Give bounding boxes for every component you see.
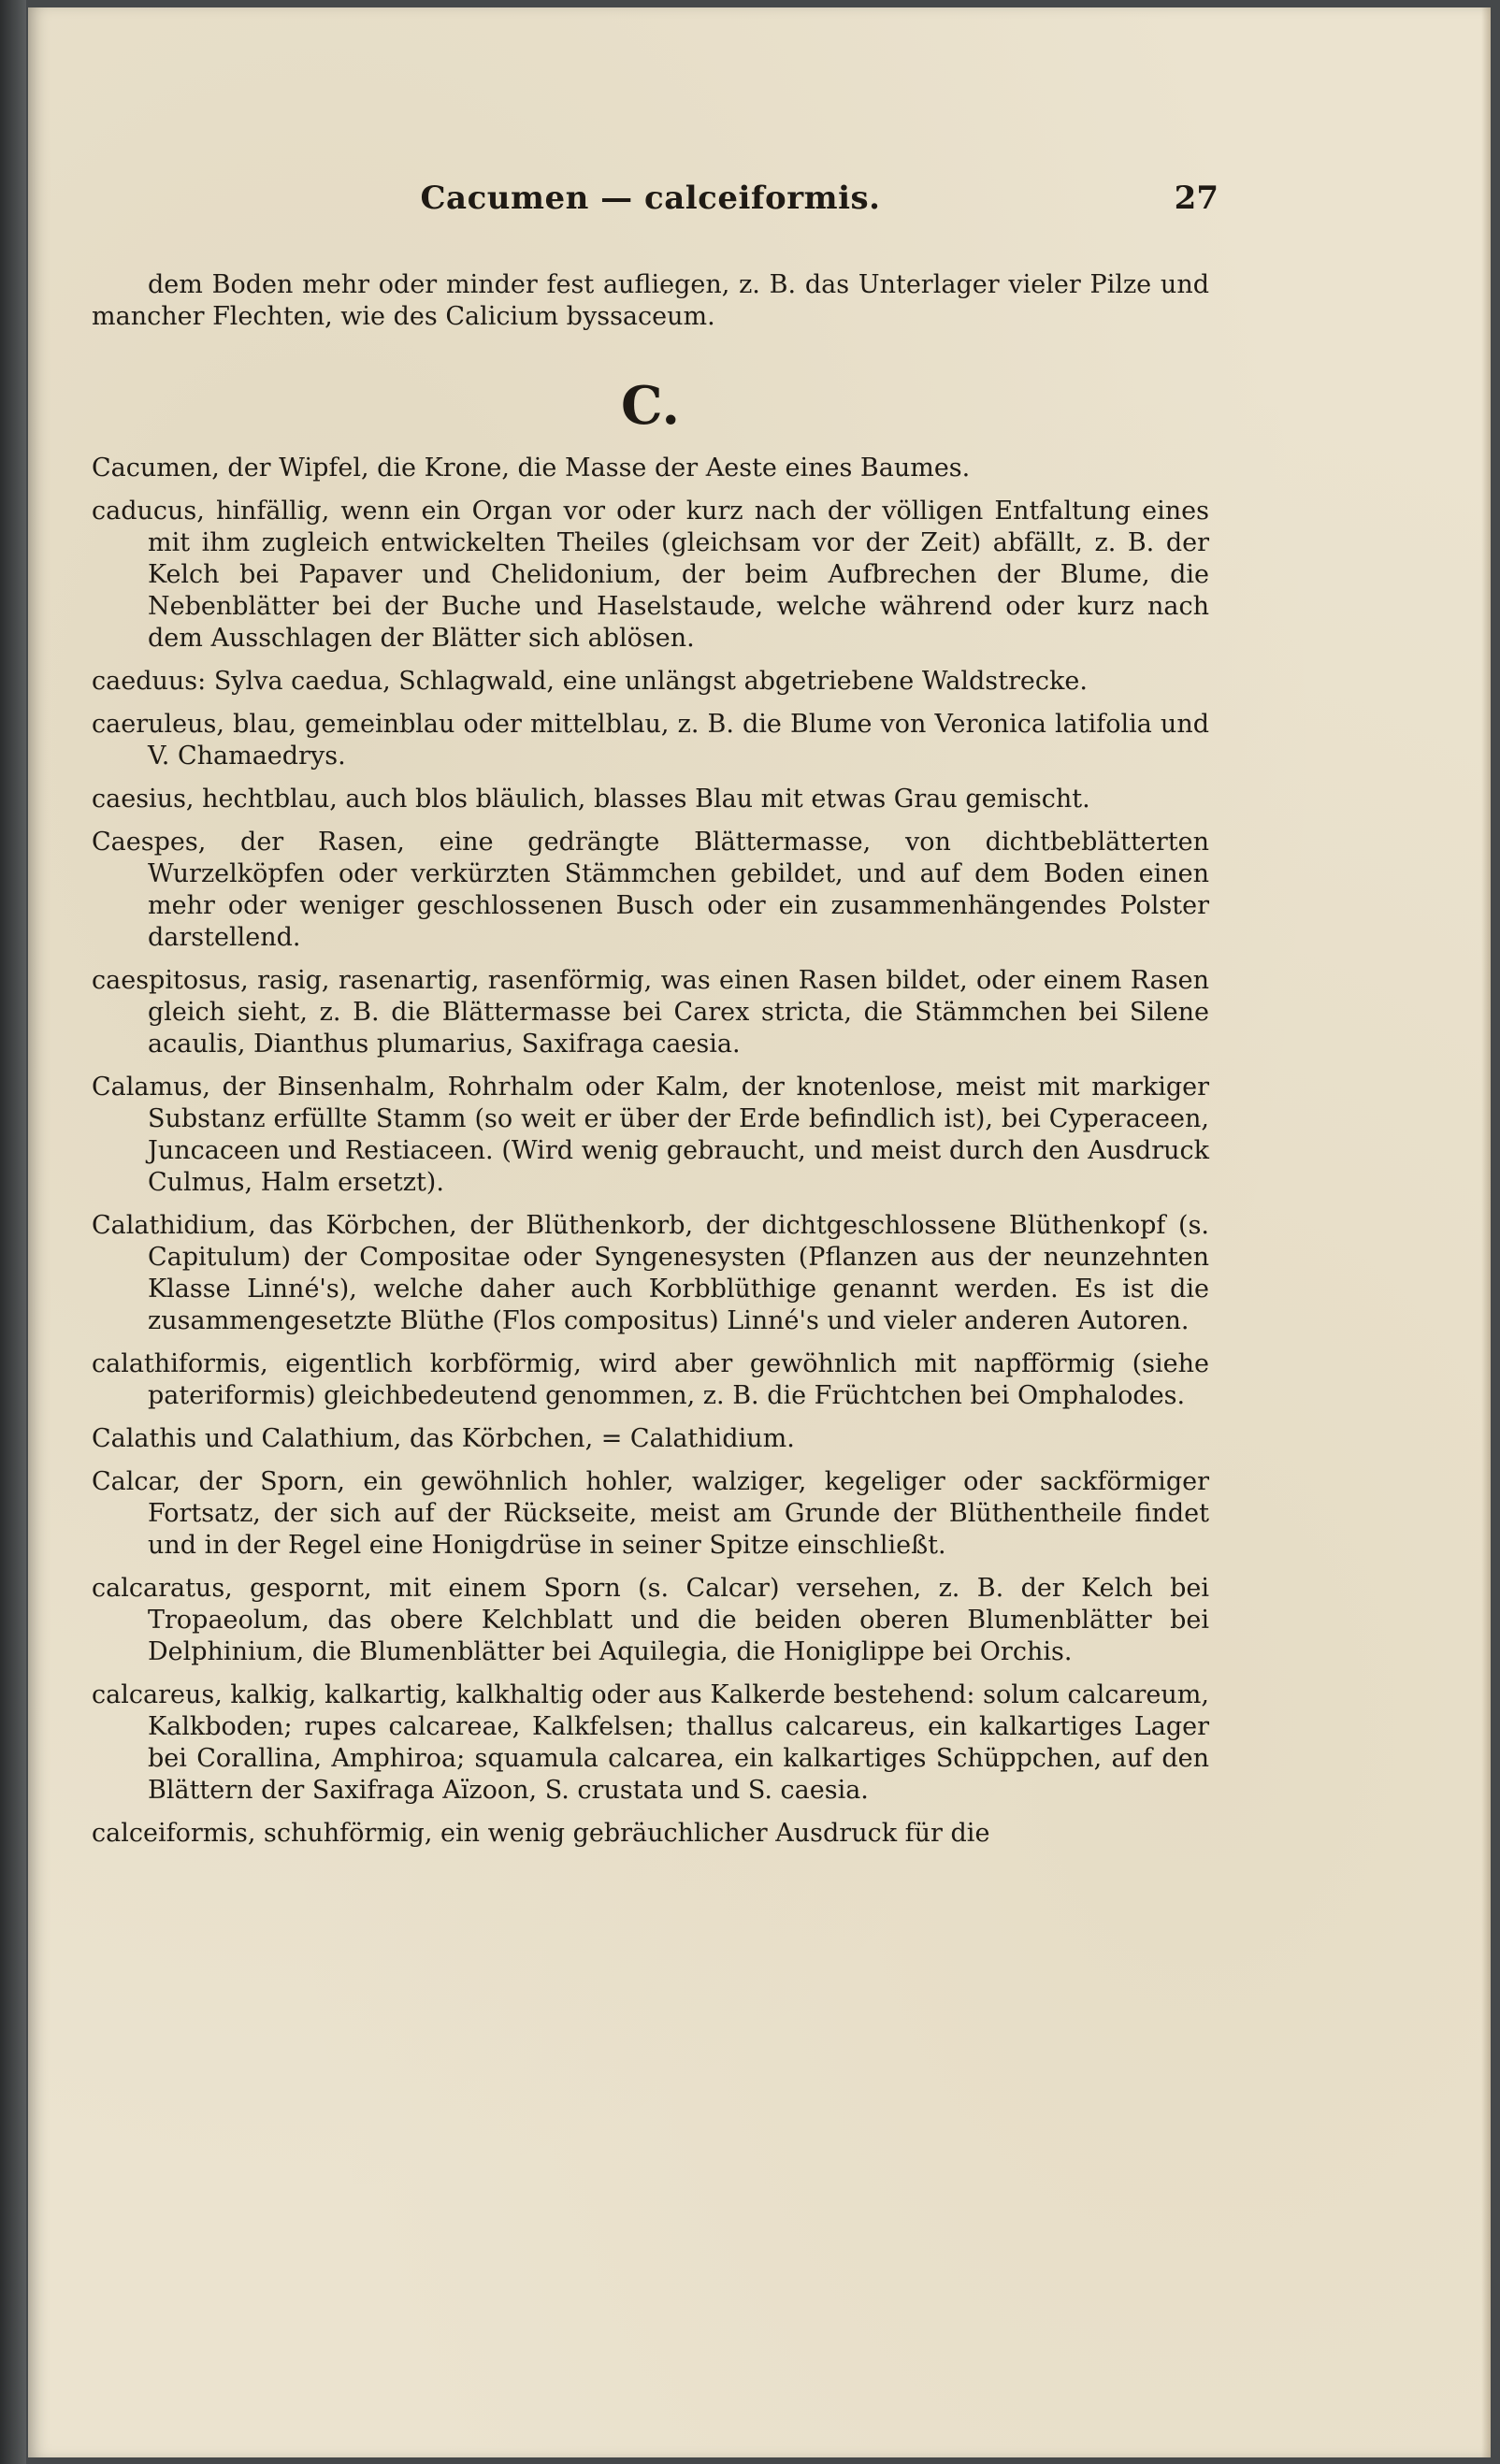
running-head-title: Cacumen — calceiformis.	[420, 180, 881, 217]
entry-lemma: calathiformis,	[92, 1349, 268, 1378]
entry-lemma: Calathis	[92, 1424, 197, 1453]
glossary-entry	[92, 1679, 1209, 1807]
glossary-entry	[92, 827, 1209, 954]
page-number: 27	[1174, 180, 1219, 217]
glossary-entry	[92, 496, 1209, 655]
entry-text: der Binsenhalm, Rohrhalm oder Kalm, der knotenlose, meist mit markiger Substanz erfüllte Stamm (so weit er über der Erde befindlich ist), bei Cyperaceen, Juncaceen und Restiaceen. (Wird wenig gebraucht, und meist durch den Ausdruck Culmus, Halm ersetzt).	[148, 1073, 1210, 1197]
glossary-entry	[92, 1072, 1209, 1199]
glossary-entry	[92, 1573, 1209, 1668]
glossary-entry	[92, 666, 1209, 698]
glossary-entry	[92, 1423, 1209, 1455]
entry-text: und Calathium, das Körbchen, = Calathidium.	[204, 1424, 795, 1453]
section-letter: C.	[620, 375, 681, 437]
entry-lemma: Calamus,	[92, 1073, 210, 1102]
entry-lemma: caeduus:	[92, 667, 207, 696]
entry-lemma: calceiformis,	[92, 1819, 256, 1848]
entry-text: Sylva caedua, Schlagwald, eine unlängst abgetriebene Waldstrecke.	[213, 667, 1088, 696]
entry-lemma: caespitosus,	[92, 966, 249, 995]
entry-text: eigentlich korbförmig, wird aber gewöhnlich mit napfförmig (siehe pateriformis) gleichbedeutend genommen, z. B. die Früchtchen bei Omphalodes.	[148, 1349, 1209, 1410]
glossary-entry	[92, 1466, 1209, 1562]
glossary-entry	[92, 784, 1209, 815]
glossary-entries	[92, 453, 1209, 1850]
entry-lemma: calcaratus,	[92, 1574, 233, 1603]
entry-text: blau, gemeinblau oder mittelblau, z. B. die Blume von Veronica latifolia und V. Chamaedrys.	[148, 710, 1209, 771]
glossary-entry	[92, 1818, 1209, 1850]
entry-text: schuhförmig, ein wenig gebräuchlicher Ausdruck für die	[264, 1819, 990, 1848]
entry-lemma: Calcar,	[92, 1467, 181, 1496]
text-block	[92, 180, 1219, 1861]
entry-lemma: caesius,	[92, 785, 195, 814]
entry-lemma: calcareus,	[92, 1680, 223, 1709]
glossary-entry	[92, 1348, 1209, 1412]
entry-lemma: Caespes,	[92, 828, 207, 857]
glossary-entry	[92, 1210, 1209, 1337]
entry-text: gespornt, mit einem Sporn (s. Calcar) versehen, z. B. der Kelch bei Tropaeolum, das obere Kelchblatt und die beiden oberen Blumenblätter bei Delphinium, die Blumenblätter bei Aquilegia, die Honiglippe bei Orchis.	[148, 1574, 1209, 1666]
entry-text: der Sporn, ein gewöhnlich hohler, walziger, kegeliger oder sackförmiger Fortsatz, der sich auf der Rückseite, meist am Grunde der Blüthentheile findet und in der Regel eine Honigdrüse in seiner Spitze einschließt.	[148, 1467, 1209, 1560]
entry-lemma: caducus,	[92, 497, 205, 526]
book-binding	[0, 0, 26, 2464]
page-edge	[1481, 7, 1491, 2457]
entry-text: kalkig, kalkartig, kalkhaltig oder aus Kalkerde bestehend: solum calcareum, Kalkboden; rupes calcareae, Kalkfelsen; thallus calcareus, ein kalkartiges Lager bei Corallina, Amphiroa; squamula calcarea, ein kalkartiges Schüppchen, auf den Blättern der Saxifraga Aïzoon, S. crustata und S. caesia.	[148, 1680, 1209, 1805]
entry-text: der Wipfel, die Krone, die Masse der Aeste eines Baumes.	[227, 454, 971, 483]
entry-text: hinfällig, wenn ein Organ vor oder kurz nach der völligen Entfaltung eines mit ihm zugleich entwickelten Theiles (gleichsam vor der Zeit) abfällt, z. B. der Kelch bei Papaver und Chelidonium, der beim Aufbrechen der Blume, die Nebenblätter bei der Buche und Haselstaude, welche während oder kurz nach dem Ausschlagen der Blätter sich ablösen.	[148, 497, 1209, 653]
entry-text: das Körbchen, der Blüthenkorb, der dichtgeschlossene Blüthenkopf (s. Capitulum) der Compositae oder Syngenesysten (Pflanzen aus der neunzehnten Klasse Linné's), welche daher auch Korbblüthige genannt werden. Es ist die zusammengesetzte Blüthe (Flos compositus) Linné's und vieler anderen Autoren.	[148, 1211, 1210, 1335]
entry-lemma: Calathidium,	[92, 1211, 256, 1240]
entry-text: der Rasen, eine gedrängte Blättermasse, von dichtbeblätterten Wurzelköpfen oder verkürzten Stämmchen gebildet, und auf dem Boden einen mehr oder weniger geschlossenen Busch oder ein zusammenhängendes Polster darstellend.	[148, 828, 1209, 952]
glossary-entry	[92, 453, 1209, 484]
intro-paragraph: dem Boden mehr oder minder fest aufliegen, z. B. das Unterlager vieler Pilze und mancher Flechten, wie des Calicium byssaceum.	[92, 270, 1209, 331]
glossary-entry	[92, 965, 1209, 1060]
running-head	[92, 180, 1219, 236]
entry-lemma: caeruleus,	[92, 710, 224, 739]
glossary-entry	[92, 709, 1209, 772]
entry-text: rasig, rasenartig, rasenförmig, was einen Rasen bildet, oder einem Rasen gleich sieht, z. B. die Blättermasse bei Carex stricta, die Stämmchen bei Silene acaulis, Dianthus plumarius, Saxifraga caesia.	[148, 966, 1209, 1059]
entry-lemma: Cacumen,	[92, 454, 220, 483]
entry-text: hechtblau, auch blos bläulich, blasses Blau mit etwas Grau gemischt.	[202, 785, 1090, 814]
